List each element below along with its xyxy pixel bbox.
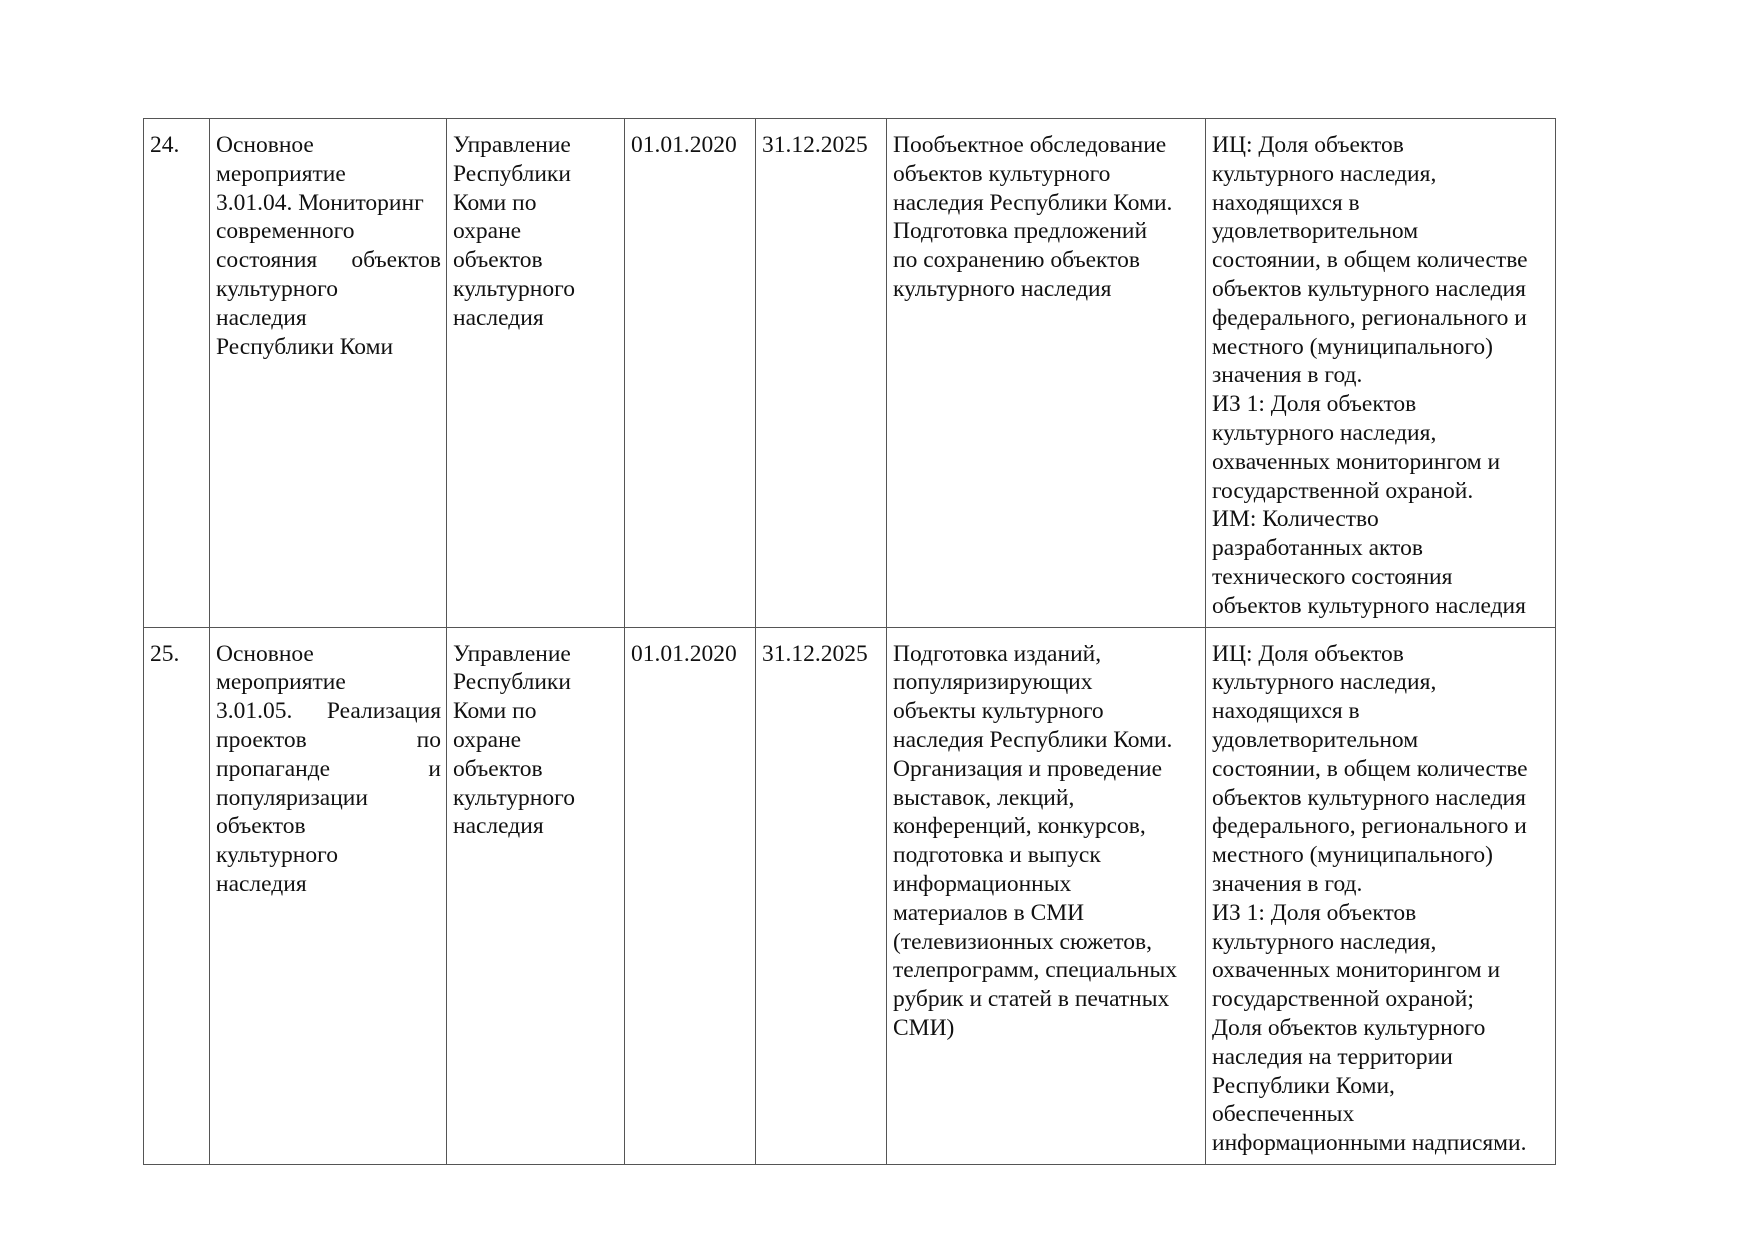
text-line: культурного наследия,: [1212, 928, 1437, 955]
text-line: значения в год.: [1212, 362, 1363, 389]
text-line: [216, 726, 441, 755]
text-line: государственной охраной;: [1212, 986, 1474, 1013]
text-line: охваченных мониторингом и: [1212, 957, 1501, 984]
responsible-organization: [447, 627, 625, 1164]
text-line: наследия на территории: [1212, 1043, 1453, 1070]
text-word: состояния: [216, 247, 318, 274]
text-line: разработанных актов: [1212, 535, 1423, 562]
text-line: культурного: [453, 784, 575, 811]
table-row: [144, 627, 1556, 1164]
text-line: состоянии, в общем количестве: [1212, 755, 1528, 782]
text-word: по: [416, 726, 441, 753]
text-word: пропаганде: [216, 755, 331, 782]
text-line: культурного наследия,: [1212, 669, 1437, 696]
text-line: наследия: [216, 304, 307, 331]
text-line: местного (муниципального): [1212, 333, 1493, 360]
text-line: подготовка и выпуск: [893, 842, 1101, 869]
text-line: Подготовка изданий,: [893, 640, 1102, 667]
text-line: Республики Коми: [216, 333, 394, 360]
start-date: 01.01.2020: [625, 119, 756, 628]
text-word: 3.01.05.: [216, 698, 293, 725]
text-line: объектов: [216, 813, 306, 840]
text-line: находящихся в: [1212, 189, 1360, 216]
text-line: материалов в СМИ: [893, 899, 1085, 926]
text-line: значения в год.: [1212, 870, 1363, 897]
text-line: по сохранению объектов: [893, 247, 1140, 274]
text-line: наследия Республики Коми.: [893, 726, 1173, 753]
text-line: Республики: [453, 669, 571, 696]
text-line: мероприятие: [216, 669, 346, 696]
text-line: СМИ): [893, 1014, 955, 1041]
text-line: популяризирующих: [893, 669, 1093, 696]
text-line: ИЗ 1: Доля объектов: [1212, 391, 1417, 418]
text-line: объектов культурного наследия: [1212, 275, 1526, 302]
text-word: проектов: [216, 726, 307, 753]
text-line: Республики Коми,: [1212, 1072, 1395, 1099]
text-line: культурного: [453, 275, 575, 302]
activities-table: [143, 118, 1556, 1165]
text-line: объектов: [453, 755, 543, 782]
text-line: Коми по: [453, 698, 537, 725]
text-line: объекты культурного: [893, 698, 1104, 725]
text-line: охране: [453, 726, 522, 753]
text-line: современного: [216, 218, 355, 245]
row-number: 24.: [144, 119, 210, 628]
text-line: культурного наследия,: [1212, 419, 1437, 446]
expected-result: [887, 627, 1206, 1164]
text-line: ИМ: Количество: [1212, 506, 1379, 533]
text-line: Управление: [453, 640, 571, 667]
text-line: Доля объектов культурного: [1212, 1014, 1486, 1041]
text-line: [216, 246, 441, 275]
end-date: 31.12.2025: [756, 627, 887, 1164]
text-line: объектов культурного наследия: [1212, 784, 1526, 811]
text-word: и: [428, 755, 441, 782]
text-line: [216, 697, 441, 726]
table-row: [144, 119, 1556, 628]
text-line: Управление: [453, 132, 571, 158]
text-word: Реализация: [326, 698, 441, 725]
end-date: 31.12.2025: [756, 119, 887, 628]
text-line: удовлетворительном: [1212, 218, 1419, 245]
text-line: обеспеченных: [1212, 1101, 1355, 1128]
text-line: Пообъектное обследование: [893, 132, 1167, 158]
text-line: телепрограмм, специальных: [893, 957, 1178, 984]
text-line: объектов: [453, 247, 543, 274]
row-number: 25.: [144, 627, 210, 1164]
text-line: ИЦ: Доля объектов: [1212, 132, 1404, 158]
text-line: наследия: [453, 813, 544, 840]
text-line: охваченных мониторингом и: [1212, 448, 1501, 475]
text-line: культурного наследия: [893, 275, 1112, 302]
responsible-organization: [447, 119, 625, 628]
text-line: 3.01.04. Мониторинг: [216, 189, 424, 216]
text-line: федерального, регионального и: [1212, 304, 1527, 331]
text-line: наследия Республики Коми.: [893, 189, 1173, 216]
text-line: наследия: [216, 870, 307, 897]
text-line: [216, 755, 441, 784]
activity-name: [210, 119, 447, 628]
text-line: Основное: [216, 132, 314, 158]
text-line: технического состояния: [1212, 563, 1453, 590]
start-date: 01.01.2020: [625, 627, 756, 1164]
text-line: удовлетворительном: [1212, 726, 1419, 753]
text-line: информационными надписями.: [1212, 1130, 1527, 1157]
text-line: конференций, конкурсов,: [893, 813, 1146, 840]
text-line: популяризации: [216, 784, 368, 811]
text-line: Подготовка предложений: [893, 218, 1148, 245]
text-word: объектов: [351, 247, 441, 274]
text-line: мероприятие: [216, 160, 346, 187]
text-line: Коми по: [453, 189, 537, 216]
text-line: наследия: [453, 304, 544, 331]
expected-result: [887, 119, 1206, 628]
text-line: государственной охраной.: [1212, 477, 1474, 504]
text-line: рубрик и статей в печатных: [893, 986, 1170, 1013]
text-line: (телевизионных сюжетов,: [893, 928, 1152, 955]
text-line: охране: [453, 218, 522, 245]
text-line: находящихся в: [1212, 698, 1360, 725]
text-line: выставок, лекций,: [893, 784, 1075, 811]
text-line: объектов культурного: [893, 160, 1111, 187]
text-line: федерального, регионального и: [1212, 813, 1527, 840]
indicators: [1206, 627, 1556, 1164]
indicators: [1206, 119, 1556, 628]
text-line: ИЗ 1: Доля объектов: [1212, 899, 1417, 926]
text-line: местного (муниципального): [1212, 842, 1493, 869]
text-line: объектов культурного наследия: [1212, 592, 1526, 619]
text-line: Республики: [453, 160, 571, 187]
text-line: Организация и проведение: [893, 755, 1163, 782]
text-line: культурного: [216, 842, 338, 869]
text-line: ИЦ: Доля объектов: [1212, 640, 1404, 667]
text-line: состоянии, в общем количестве: [1212, 247, 1528, 274]
text-line: культурного: [216, 275, 338, 302]
text-line: Основное: [216, 640, 314, 667]
activity-name: [210, 627, 447, 1164]
text-line: культурного наследия,: [1212, 160, 1437, 187]
text-line: информационных: [893, 870, 1072, 897]
